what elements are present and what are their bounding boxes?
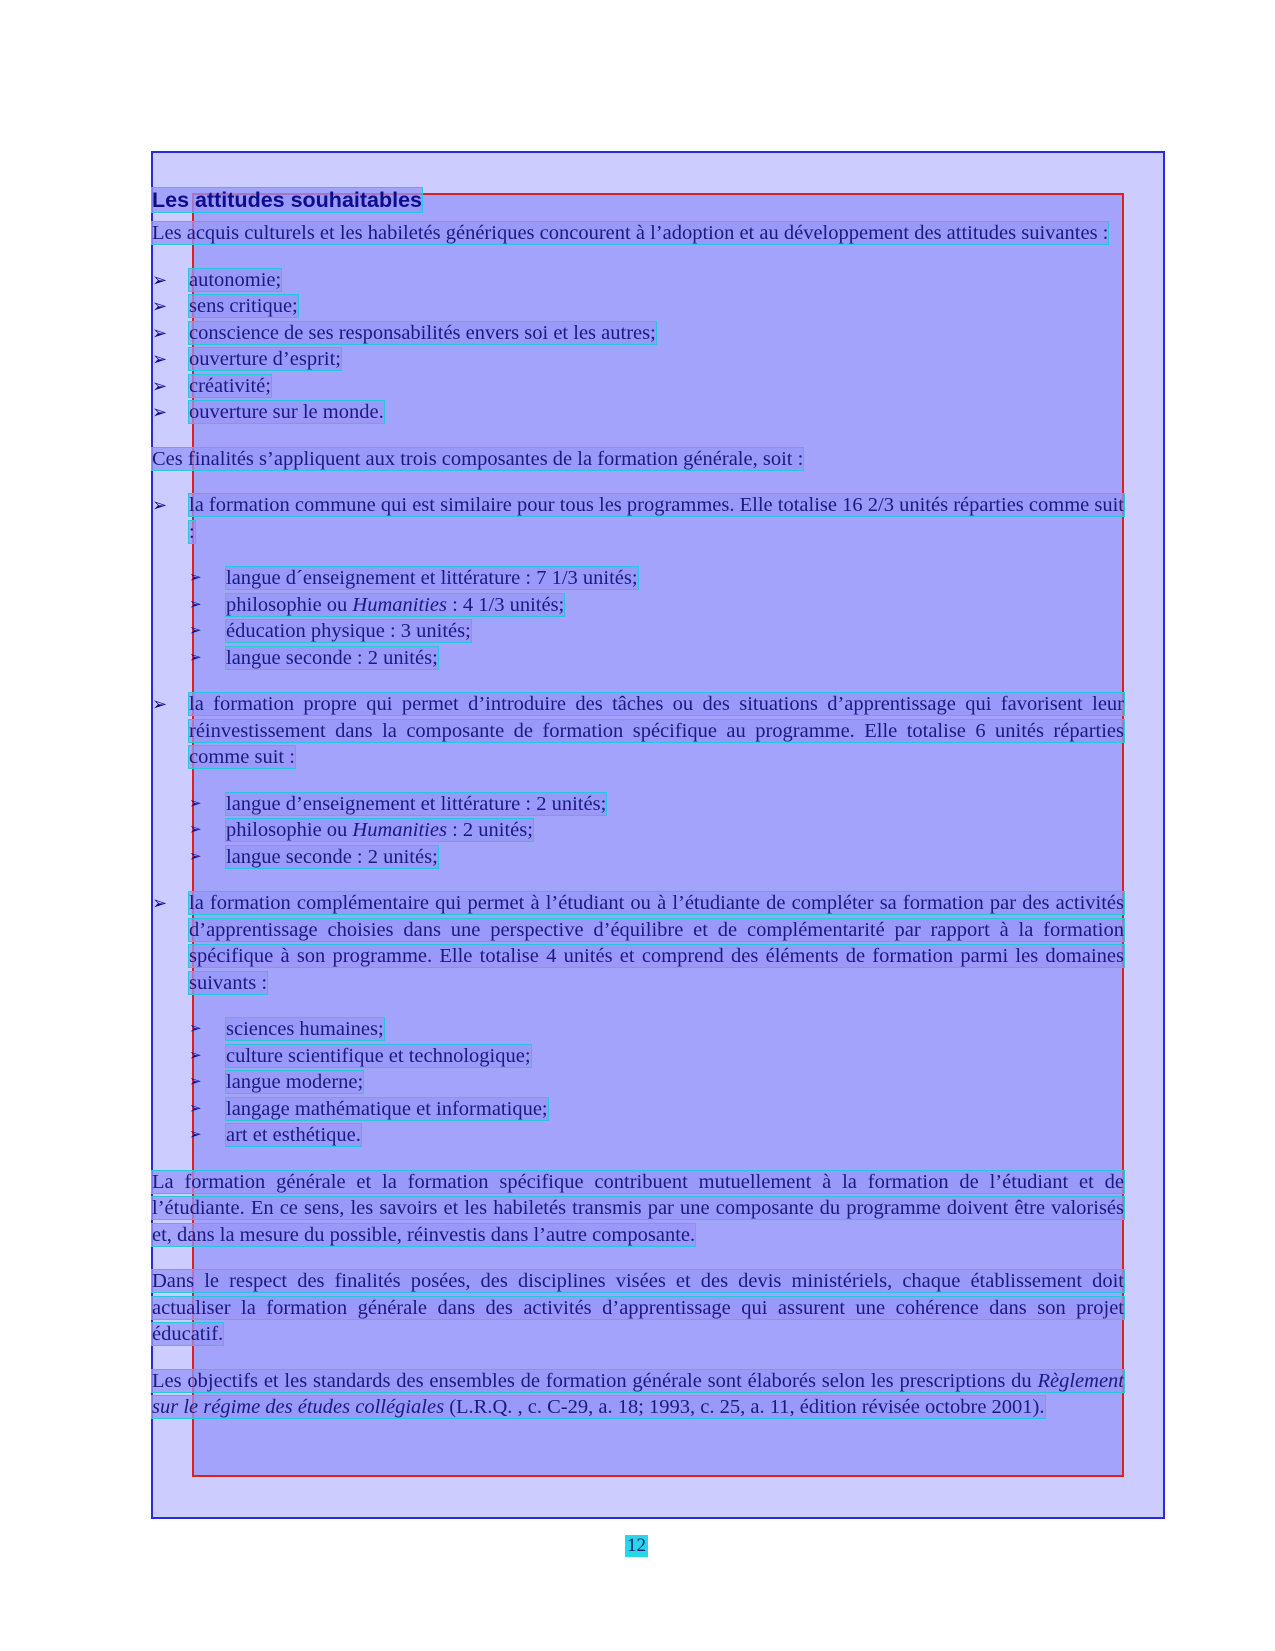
bullet-icon: ➢ (189, 570, 202, 586)
attitudes-list (152, 267, 1124, 426)
composante-propre-text: la formation propre qui permet d’introduire des tâches ou des situations d’apprentissage qui favorisent leur réinvestissement dans la composante de formation spécifique au programme. Elle totalise 6 unités réparties comme suit : (189, 693, 1124, 768)
page-content (152, 186, 1124, 1441)
finalites-text: Ces finalités s’appliquent aux trois composantes de la formation générale, soit : (152, 447, 804, 470)
paragraph-formation (152, 1169, 1124, 1249)
page-number: 12 (627, 1535, 646, 1556)
sub-item-text: philosophie ou Humanities : 2 unités; (226, 819, 533, 841)
bullet-icon: ➢ (152, 296, 168, 316)
sub-list-item (189, 618, 1124, 645)
bullet-icon: ➢ (189, 1100, 202, 1117)
sub-item-text: langage mathématique et informatique; (226, 1097, 548, 1120)
composante-propre-item (152, 691, 1124, 870)
regulation-title: Règlement sur le régime des études collégiales (152, 1369, 1124, 1418)
sub-list-item (189, 592, 1124, 619)
paragraph-etablissement-text: Dans le respect des finalités posées, des disciplines visées et des devis ministériels, chaque établissement doit actualiser la formation générale dans des activités d’apprentissage qui assurent une cohérence dans son projet éducatif. (152, 1270, 1124, 1345)
composante-propre-text-block (189, 691, 1124, 771)
list-item (152, 320, 1124, 347)
list-item (152, 293, 1124, 320)
list-item (152, 399, 1124, 426)
composantes-list (152, 492, 1124, 1149)
sub-item-text: art et esthétique. (226, 1124, 361, 1146)
bullet-icon: ➢ (152, 349, 168, 369)
bullet-icon: ➢ (152, 402, 168, 422)
sub-list-item (189, 817, 1124, 844)
composante-complementaire-text: la formation complémentaire qui permet à l’étudiant ou à l’étudiante de compléter sa formation par des activités d’apprentissage choisies dans une perspective d’équilibre et de complémentarité par rapport à la formation spécifique à son programme. Elle totalise 4 unités et comprend des éléments de formation parmi les domaines suivants : (189, 892, 1124, 994)
list-item-text: ouverture d’esprit; (189, 348, 341, 370)
list-item-text: ouverture sur le monde. (189, 401, 384, 423)
sub-item-text: langue d’enseignement et littérature : 2 unités; (226, 792, 607, 815)
bullet-icon: ➢ (189, 1047, 202, 1064)
section-heading-text: Les attitudes souhaitables (152, 188, 423, 212)
list-item-text: autonomie; (189, 268, 282, 291)
sub-item-text: philosophie ou Humanities : 4 1/3 unités; (226, 593, 565, 616)
list-item-text: créativité; (189, 374, 271, 397)
composante-commune-sublist (189, 565, 1124, 671)
intro-paragraph (152, 220, 1124, 247)
composante-propre-sublist (189, 791, 1124, 871)
bullet-icon: ➢ (189, 848, 202, 865)
sub-list-item (189, 645, 1124, 672)
sub-item-text: langue seconde : 2 unités; (226, 845, 438, 868)
list-item-text: conscience de ses responsabilités envers soi et les autres; (189, 321, 656, 344)
section-heading (152, 186, 1124, 214)
list-item (152, 373, 1124, 400)
sub-list-item (189, 1069, 1124, 1096)
sub-list-item (189, 791, 1124, 818)
paragraph-formation-text: La formation générale et la formation spécifique contribuent mutuellement à la formation de l’étudiant et de l’étudiante. En ce sens, les savoirs et les habiletés transmis par une composante du programme doivent être valorisés et, dans la mesure du possible, réinvestis dans l’autre composante. (152, 1170, 1124, 1246)
sub-item-text: sciences humaines; (226, 1018, 384, 1040)
bullet-icon: ➢ (189, 1127, 202, 1143)
sub-item-text: langue moderne; (226, 1071, 364, 1093)
bullet-icon: ➢ (152, 322, 168, 343)
composante-commune-item (152, 492, 1124, 671)
bullet-icon: ➢ (189, 1074, 202, 1090)
finalites-paragraph (152, 446, 1124, 473)
bullet-icon: ➢ (152, 375, 168, 396)
composante-complementaire-item (152, 890, 1124, 1149)
list-item (152, 346, 1124, 373)
bullet-icon: ➢ (189, 1021, 202, 1037)
sub-item-text: langue seconde : 2 unités; (226, 646, 438, 669)
bullet-icon: ➢ (189, 623, 202, 639)
composante-complementaire-sublist (189, 1016, 1124, 1149)
sub-item-text: langue d´enseignement et littérature : 7 1/3 unités; (226, 567, 638, 589)
bullet-icon: ➢ (189, 596, 202, 613)
paragraph-etablissement (152, 1268, 1124, 1348)
sub-item-text: culture scientifique et technologique; (226, 1044, 531, 1067)
intro-text: Les acquis culturels et les habiletés génériques concourent à l’adoption et au développement des attitudes suivantes : (152, 222, 1109, 244)
paragraph-objectifs-text: Les objectifs et les standards des ensembles de formation générale sont élaborés selon les prescriptions du Règlement sur le régime des études collégiales (L.R.Q. , c. C-29, a. 18; 1993, c. 25, a. 11, édition révisée octobre 2001). (152, 1369, 1124, 1418)
sub-list-item (189, 1043, 1124, 1070)
sub-list-item (189, 844, 1124, 871)
paragraph-objectifs (152, 1368, 1124, 1421)
italic-term: Humanities (352, 819, 447, 841)
composante-commune-text-block (189, 492, 1124, 545)
composante-complementaire-text-block (189, 890, 1124, 996)
sub-list-item (189, 1096, 1124, 1123)
sub-list-item (189, 1016, 1124, 1043)
bullet-icon: ➢ (189, 649, 202, 666)
bullet-icon: ➢ (152, 269, 168, 290)
bullet-icon: ➢ (152, 893, 168, 913)
bullet-icon: ➢ (189, 822, 202, 838)
bullet-icon: ➢ (189, 795, 202, 812)
bullet-icon: ➢ (152, 495, 168, 515)
sub-list-item (189, 565, 1124, 592)
italic-term: Humanities (352, 593, 447, 616)
sub-list-item (189, 1122, 1124, 1149)
sub-item-text: éducation physique : 3 unités; (226, 620, 471, 642)
list-item (152, 267, 1124, 294)
composante-commune-text: la formation commune qui est similaire pour tous les programmes. Elle totalise 16 2/3 unités réparties comme suit : (189, 494, 1124, 543)
list-item-text: sens critique; (189, 295, 298, 317)
bullet-icon: ➢ (152, 694, 168, 714)
